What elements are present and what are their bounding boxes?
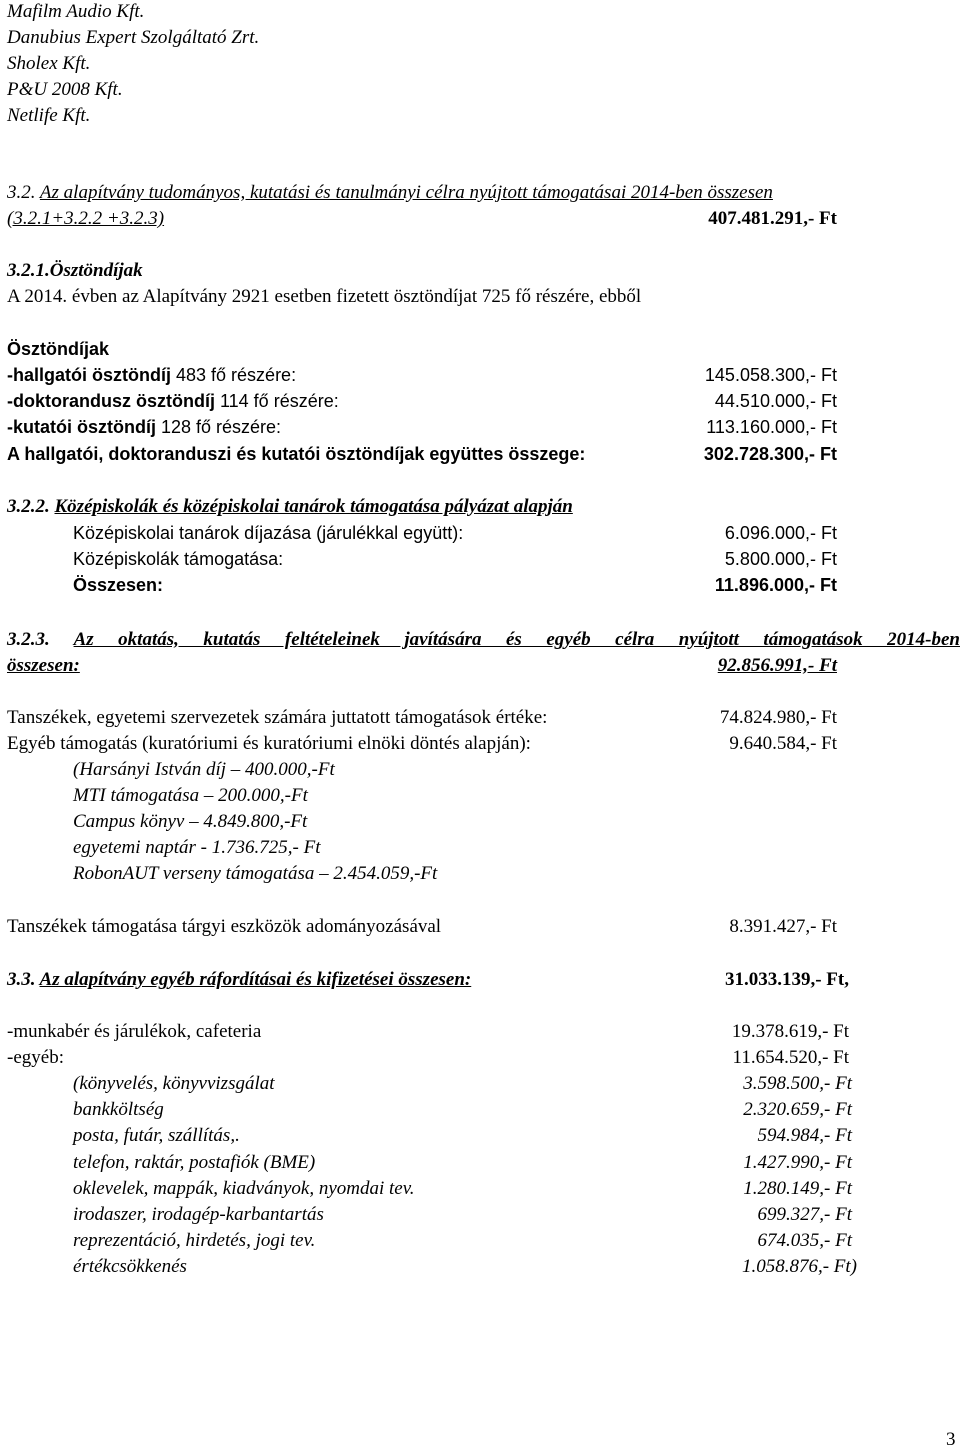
support-sub-item: RobonAUT verseny támogatása – 2.454.059,-Ft xyxy=(73,863,438,884)
school-support-total-label: Összesen: xyxy=(73,575,164,595)
section-title: Az alapítvány tudományos, kutatási és tanulmányi célra nyújtott támogatásai 2014-ben összesen xyxy=(39,182,773,203)
section-title: Középiskolák és középiskolai tanárok támogatása pályázat alapján xyxy=(54,496,573,517)
support-sub-item: MTI támogatása – 200.000,-Ft xyxy=(73,785,308,806)
scholarship-intro: A 2014. évben az Alapítvány 2921 esetben fizetett ösztöndíjat 725 fő részére, ebből xyxy=(7,286,642,307)
expense-sub-amount: 674.035,- Ft xyxy=(757,1230,852,1251)
expense-sub-label: (könyvelés, könyvvizsgálat xyxy=(73,1073,275,1094)
asset-support-label: Tanszékek támogatása tárgyi eszközök adományozásával xyxy=(7,916,442,937)
scholarship-subheading: Ösztöndíjak xyxy=(7,339,110,359)
row-label: 128 fő részére: xyxy=(155,417,282,437)
row-label-bold: -hallgatói ösztöndíj xyxy=(7,365,171,385)
company-name: Danubius Expert Szolgáltató Zrt. xyxy=(7,27,260,48)
expense-sub-label: oklevelek, mappák, kiadványok, nyomdai tev. xyxy=(73,1178,415,1199)
expense-sub-label: bankköltség xyxy=(73,1099,164,1120)
section-number: 3.3. xyxy=(7,969,36,990)
section-3-2-3-total: 92.856.991,- Ft xyxy=(717,655,837,676)
support-label: Egyéb támogatás (kuratóriumi és kuratóriumi elnöki döntés alapján): xyxy=(7,733,531,754)
section-3-2-heading-cont: (3.2.1+3.2.2 +3.2.3) xyxy=(7,208,165,229)
expense-sub-amount: 1.427.990,- Ft xyxy=(743,1152,852,1173)
section-3-2-1-heading: 3.2.1.Ösztöndíjak xyxy=(7,260,143,281)
company-name: P&U 2008 Kft. xyxy=(7,79,123,100)
section-number: 3.2.3. xyxy=(7,629,50,650)
expense-label: -munkabér és járulékok, cafeteria xyxy=(7,1021,262,1042)
school-support-label: Középiskolák támogatása: xyxy=(73,549,284,569)
expense-sub-label: értékcsökkenés xyxy=(73,1256,187,1277)
expense-sub-label: posta, futár, szállítás,. xyxy=(73,1125,240,1146)
section-number: 3.2. xyxy=(7,182,36,203)
scholarship-row xyxy=(7,366,296,384)
school-support-label: Középiskolai tanárok díjazása (járulékkal együtt): xyxy=(73,523,464,543)
section-3-2-2-heading xyxy=(7,497,573,516)
expense-sub-amount: 3.598.500,- Ft xyxy=(743,1073,852,1094)
expense-sub-amount: 1.058.876,- Ft) xyxy=(741,1256,857,1277)
expense-sub-label: telefon, raktár, postafiók (BME) xyxy=(73,1152,316,1173)
company-name: Mafilm Audio Kft. xyxy=(7,1,145,22)
row-label-bold: -kutatói ösztöndíj xyxy=(7,417,156,437)
row-label-bold: -doktorandusz ösztöndíj xyxy=(7,391,215,411)
expense-sub-amount: 1.280.149,- Ft xyxy=(743,1178,852,1199)
scholarship-amount: 145.058.300,- Ft xyxy=(704,365,837,385)
expense-sub-amount: 699.327,- Ft xyxy=(757,1204,852,1225)
row-label: 483 fő részére: xyxy=(171,365,297,385)
section-3-2-total: 407.481.291,- Ft xyxy=(708,208,837,229)
support-sub-item: egyetemi naptár - 1.736.725,- Ft xyxy=(73,837,321,858)
expense-amount: 11.654.520,- Ft xyxy=(732,1047,849,1068)
page-number: 3 xyxy=(946,1429,956,1450)
expense-label: -egyéb: xyxy=(7,1047,64,1068)
scholarship-amount: 44.510.000,- Ft xyxy=(714,391,837,411)
scholarship-total-amount: 302.728.300,- Ft xyxy=(703,444,837,464)
scholarship-total-label: A hallgatói, doktoranduszi és kutatói ösztöndíjak együttes összege: xyxy=(7,444,586,464)
scholarship-row xyxy=(7,418,281,436)
school-support-amount: 6.096.000,- Ft xyxy=(724,523,837,543)
section-title: Az alapítvány egyéb ráfordításai és kifizetései összesen: xyxy=(39,969,472,990)
scholarship-row xyxy=(7,392,339,410)
support-sub-item: Campus könyv – 4.849.800,-Ft xyxy=(73,811,308,832)
company-name: Sholex Kft. xyxy=(7,53,91,74)
section-3-2-heading xyxy=(7,183,773,202)
section-title: Az oktatás, kutatás feltételeinek javítására és egyéb célra nyújtott támogatások 2014-ben xyxy=(73,629,960,650)
asset-support-amount: 8.391.427,- Ft xyxy=(729,916,837,937)
support-amount: 74.824.980,- Ft xyxy=(719,707,837,728)
section-3-2-3-heading xyxy=(7,630,960,649)
expense-sub-amount: 594.984,- Ft xyxy=(757,1125,852,1146)
expense-sub-amount: 2.320.659,- Ft xyxy=(743,1099,852,1120)
expense-amount: 19.378.619,- Ft xyxy=(731,1021,849,1042)
row-label: 114 fő részére: xyxy=(214,391,339,411)
section-number: 3.2.2. xyxy=(7,496,50,517)
support-sub-item: (Harsányi István díj – 400.000,-Ft xyxy=(73,759,335,780)
section-3-3-total: 31.033.139,- Ft, xyxy=(724,969,849,990)
support-label: Tanszékek, egyetemi szervezetek számára juttatott támogatások értéke: xyxy=(7,707,548,728)
company-name: Netlife Kft. xyxy=(7,105,91,126)
expense-sub-label: reprezentáció, hirdetés, jogi tev. xyxy=(73,1230,316,1251)
expense-sub-label: irodaszer, irodagép-karbantartás xyxy=(73,1204,324,1225)
school-support-amount: 5.800.000,- Ft xyxy=(724,549,837,569)
support-amount: 9.640.584,- Ft xyxy=(729,733,837,754)
school-support-total-amount: 11.896.000,- Ft xyxy=(714,575,837,595)
section-3-3-heading xyxy=(7,970,471,989)
section-3-2-3-heading-cont: összesen: xyxy=(7,655,80,676)
scholarship-amount: 113.160.000,- Ft xyxy=(706,417,837,437)
